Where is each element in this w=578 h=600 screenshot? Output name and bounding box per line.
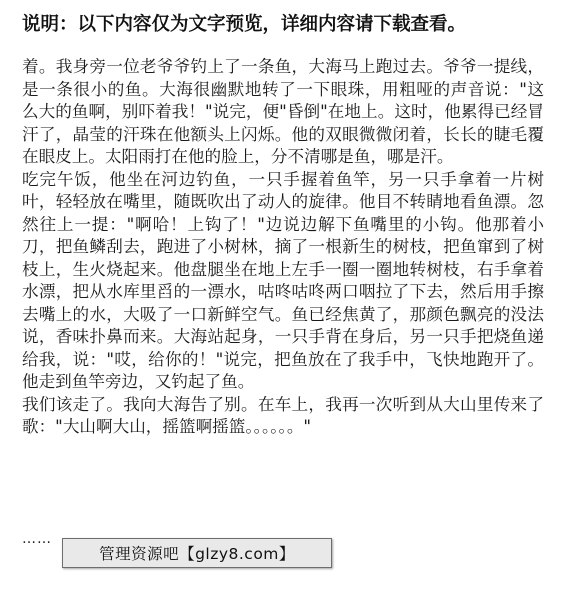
preview-notice: 说明：以下内容仅为文字预览，详细内容请下载查看。 bbox=[22, 14, 467, 35]
paragraph: 着。我身旁一位老爷爷钓上了一条鱼，大海马上跑过去。爷爷一提线，是一条很小的鱼。大海很幽默地转了一下眼珠，用粗哑的声音说："这么大的鱼啊，别吓着我！"说完，便"昏倒"在地上。这时，他累得已经冒汗了，晶莹的汗珠在他额头上闪烁。他的双眼微微闭着，长长的睫毛覆在眼皮上。太阳雨打在他的脸上，分不清哪是鱼，哪是汗。 bbox=[22, 57, 544, 166]
document-body bbox=[22, 56, 544, 439]
paragraph: 我们该走了。我向大海告了别。在车上，我再一次听到从大山里传来了歌："大山啊大山，摇篮啊摇篮。。。。。。" bbox=[22, 394, 544, 436]
trailing-ellipsis: …… bbox=[22, 531, 52, 547]
watermark-banner: 管理资源吧【glzy8.com】 bbox=[62, 538, 332, 568]
paragraph: 吃完午饭，他坐在河边钓鱼，一只手握着鱼竿，另一只手拿着一片树叶，轻轻放在嘴里，随既吹出了动人的旋律。他目不转睛地看鱼漂。忽然往上一提："啊哈！上钩了！"边说边解下鱼嘴里的小钩。他那着小刀，把鱼鳞刮去，跑进了小树林，摘了一根新生的树枝，把鱼窜到了树枝上，生火烧起来。他盘腿坐在地上左手一圈一圈地转树枝，右手拿着水漂，把从水库里舀的一漂水，咕咚咕咚两口咽拉了下去，然后用手擦去嘴上的水，大吸了一口新鲜空气。鱼已经焦黄了，那颜色飘亮的没法说，香味扑鼻而来。大海站起身，一只手背在身后，另一只手把烧鱼递给我，说："哎，给你的！"说完，把鱼放在了我手中，飞快地跑开了。他走到鱼竿旁边，又钓起了鱼。 bbox=[22, 169, 544, 391]
